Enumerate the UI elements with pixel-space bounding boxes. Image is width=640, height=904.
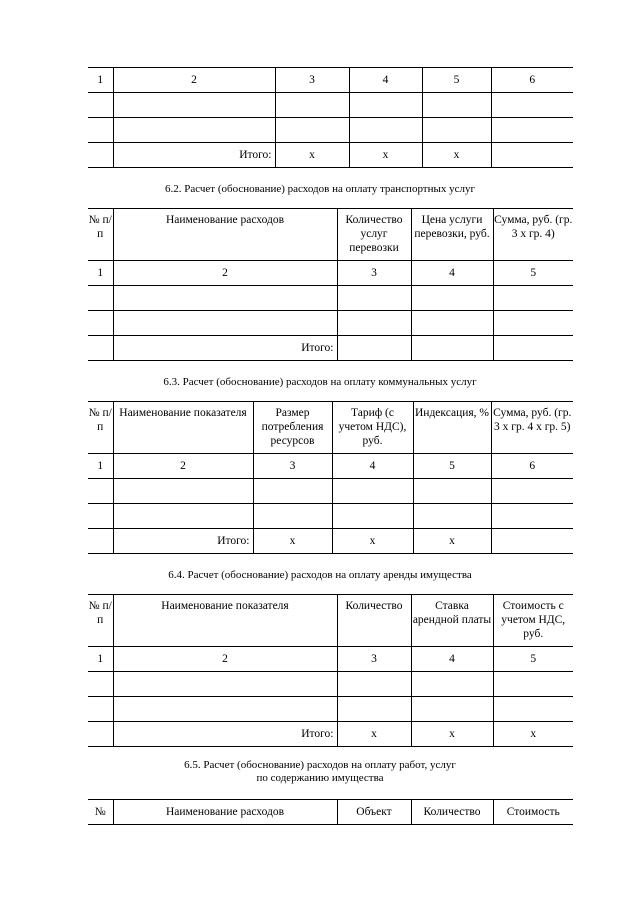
section-title-6-4: 6.4. Расчет (обоснование) расходов на оплату аренды имущества <box>168 569 472 581</box>
table-row <box>88 504 573 529</box>
total-label: Итого: <box>113 529 253 554</box>
col-num: 3 <box>337 647 411 672</box>
col-num: 4 <box>411 647 493 672</box>
header-row <box>88 595 573 647</box>
table-row <box>88 479 573 504</box>
total-value: x <box>413 529 491 554</box>
col-num: 1 <box>88 68 113 93</box>
header-row <box>88 402 573 454</box>
total-value: x <box>253 529 332 554</box>
header-cell: Наименование показателя <box>113 595 337 647</box>
section-title-6-5-line1: 6.5. Расчет (обоснование) расходов на оплату работ, услуг <box>184 759 456 771</box>
header-cell: № п/п <box>88 209 113 261</box>
table-row <box>88 261 573 286</box>
header-cell: № п/п <box>88 595 113 647</box>
col-num: 5 <box>493 261 573 286</box>
col-num: 5 <box>413 454 491 479</box>
table-continuation <box>88 67 573 168</box>
total-value: x <box>332 529 413 554</box>
col-num: 6 <box>491 454 573 479</box>
col-num: 2 <box>113 454 253 479</box>
header-cell: Объект <box>337 800 411 825</box>
col-num: 1 <box>88 647 113 672</box>
col-num: 4 <box>349 68 422 93</box>
total-label: Итого: <box>113 336 337 361</box>
col-num: 5 <box>422 68 491 93</box>
header-cell: Тариф (с учетом НДС), руб. <box>332 402 413 454</box>
total-label: Итого: <box>113 722 337 747</box>
total-value: x <box>349 143 422 168</box>
total-value: x <box>411 722 493 747</box>
header-cell: Ставка арендной платы <box>411 595 493 647</box>
header-cell: Сумма, руб. (гр. 3 x гр. 4 x гр. 5) <box>491 402 573 454</box>
table-row <box>88 311 573 336</box>
header-cell: Стоимость <box>493 800 573 825</box>
col-num: 2 <box>113 261 337 286</box>
table-maintenance <box>88 799 573 825</box>
col-num: 3 <box>337 261 411 286</box>
col-num: 4 <box>332 454 413 479</box>
total-row <box>88 529 573 554</box>
table-row <box>88 697 573 722</box>
header-cell: Размер потребления ресурсов <box>253 402 332 454</box>
total-value: x <box>275 143 349 168</box>
section-title-6-2: 6.2. Расчет (обоснование) расходов на оплату транспортных услуг <box>164 183 476 195</box>
total-value: x <box>422 143 491 168</box>
col-num: 4 <box>411 261 493 286</box>
total-row <box>88 336 573 361</box>
header-cell: Количество <box>411 800 493 825</box>
table-row <box>88 118 573 143</box>
col-num: 1 <box>88 454 113 479</box>
header-cell: Количество <box>337 595 411 647</box>
col-num: 2 <box>113 647 337 672</box>
total-value: x <box>337 722 411 747</box>
table-row <box>88 68 573 93</box>
header-cell: Индексация, % <box>413 402 491 454</box>
total-value: x <box>493 722 573 747</box>
section-title-6-5-line2: по содержанию имущества <box>256 772 384 784</box>
col-num: 3 <box>253 454 332 479</box>
section-title-6-3: 6.3. Расчет (обоснование) расходов на оплату коммунальных услуг <box>163 376 477 388</box>
header-cell: Стоимость с учетом НДС, руб. <box>493 595 573 647</box>
header-row <box>88 209 573 261</box>
header-cell: № <box>88 800 113 825</box>
table-row <box>88 647 573 672</box>
header-cell: № п/п <box>88 402 113 454</box>
table-row <box>88 672 573 697</box>
header-cell: Наименование показателя <box>113 402 253 454</box>
table-utilities <box>88 401 573 554</box>
col-num: 3 <box>275 68 349 93</box>
header-cell: Сумма, руб. (гр. 3 x гр. 4) <box>493 209 573 261</box>
total-row <box>88 722 573 747</box>
header-row <box>88 800 573 825</box>
table-rent <box>88 594 573 747</box>
header-cell: Наименование расходов <box>113 209 337 261</box>
col-num: 6 <box>491 68 573 93</box>
table-row <box>88 93 573 118</box>
table-row <box>88 454 573 479</box>
header-cell: Количество услуг перевозки <box>337 209 411 261</box>
table-row <box>88 286 573 311</box>
col-num: 2 <box>113 68 275 93</box>
header-cell: Цена услуги перевозки, руб. <box>411 209 493 261</box>
col-num: 5 <box>493 647 573 672</box>
col-num: 1 <box>88 261 113 286</box>
header-cell: Наименование расходов <box>113 800 337 825</box>
total-row <box>88 143 573 168</box>
total-label: Итого: <box>113 143 275 168</box>
table-transport <box>88 208 573 361</box>
